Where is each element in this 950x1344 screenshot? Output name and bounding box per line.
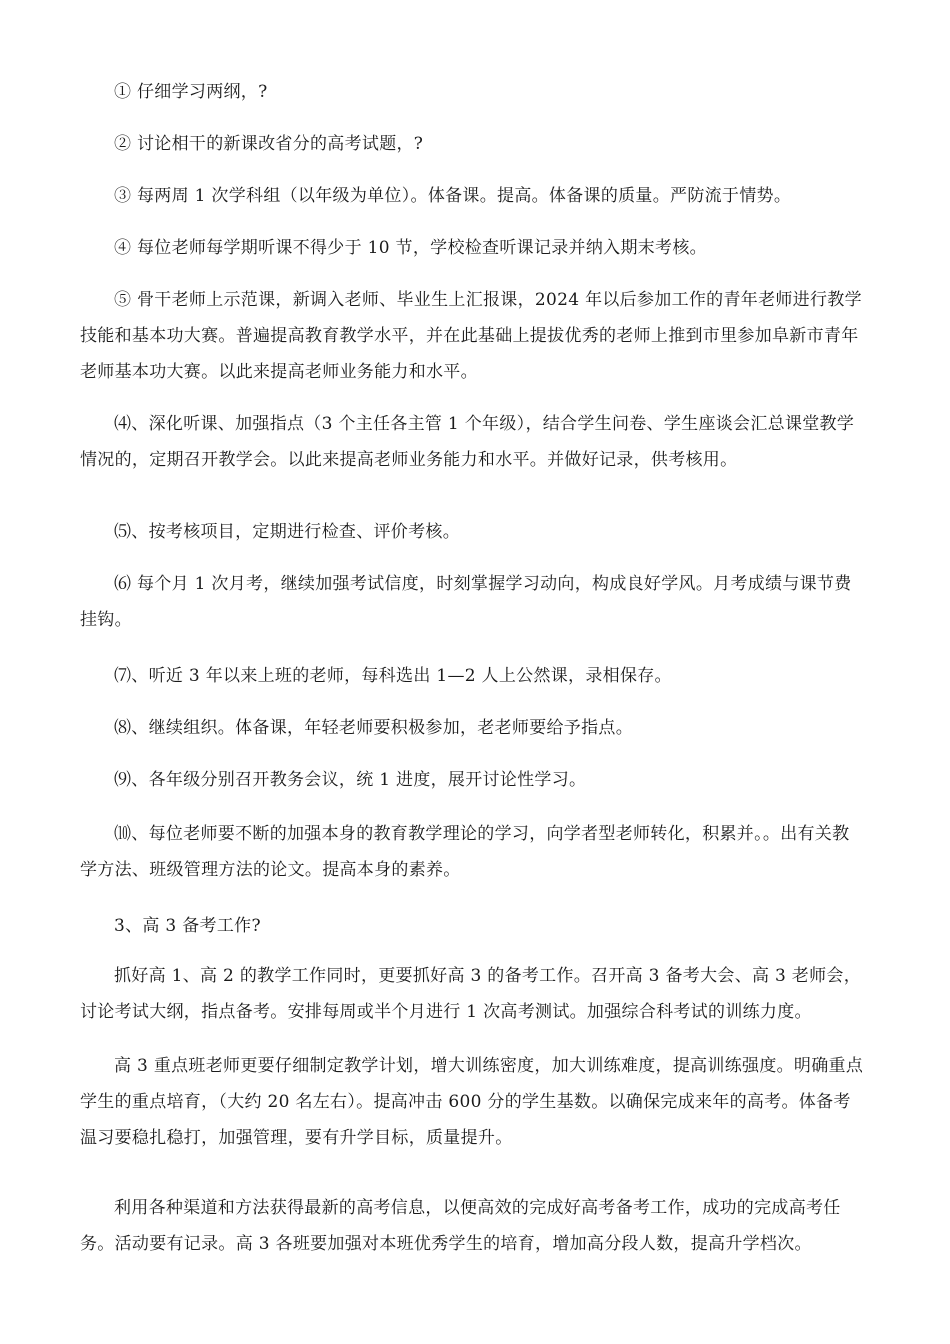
paragraph-item-8-paren: ⑻、继续组织。体备课，年轻老师要积极参加，老老师要给予指点。	[114, 718, 633, 738]
paragraph-item-10-paren: ⑽、每位老师要不断的加强本身的教育教学理论的学习，向学者型老师转化，积累并。。出有关教学方法、班级管理方法的论文。提高本身的素养。	[80, 824, 850, 880]
paragraph-item-2: ② 讨论相干的新课改省分的高考试题，?	[114, 134, 424, 154]
paragraph-item-6-paren: ⑹ 每个月 1 次月考，继续加强考试信度，时刻掌握学习动向，构成良好学风。月考成绩与课节费挂钩。	[80, 574, 852, 630]
paragraph-item-7-paren: ⑺、听近 3 年以来上班的老师，每科选出 1—2 人上公然课，录相保存。	[114, 666, 672, 686]
paragraph-item-4: ④ 每位老师每学期听课不得少于 10 节，学校检查听课记录并纳入期末考核。	[114, 238, 707, 258]
body-paragraph-2: 高 3 重点班老师更要仔细制定教学计划，增大训练密度，加大训练难度，提高训练强度。明确重点学生的重点培育，（大约 20 名左右）。提高冲击 600 分的学生基数。以确保完成来年的高考。体备考温习要稳扎稳打，加强管理，要有升学目标，质量提升。	[80, 1056, 864, 1148]
paragraph-item-5: ⑤ 骨干老师上示范课，新调入老师、毕业生上汇报课，2024 年以后参加工作的青年老师进行教学技能和基本功大赛。普遍提高教育教学水平，并在此基础上提拔优秀的老师上推到市里参加阜新市青年老师基本功大赛。以此来提高老师业务能力和水平。	[80, 290, 862, 382]
paragraph-item-3: ③ 每两周 1 次学科组（以年级为单位）。体备课。提高。体备课的质量。严防流于情势。	[114, 186, 792, 206]
paragraph-item-5-paren: ⑸、按考核项目，定期进行检查、评价考核。	[114, 522, 460, 542]
paragraph-item-9-paren: ⑼、各年级分别召开教务会议，统 1 进度，展开讨论性学习。	[114, 770, 587, 790]
section-heading: 3、高 3 备考工作?	[114, 916, 261, 936]
paragraph-item-4-paren: ⑷、深化听课、加强指点（3 个主任各主管 1 个年级），结合学生问卷、学生座谈会汇总课堂教学情况的，定期召开教学会。以此来提高老师业务能力和水平。并做好记录，供考核用。	[80, 414, 855, 470]
body-paragraph-1: 抓好高 1、高 2 的教学工作同时，更要抓好高 3 的备考工作。召开高 3 备考大会、高 3 老师会，讨论考试大纲，指点备考。安排每周或半个月进行 1 次高考测试。加强综合科考试的训练力度。	[80, 966, 862, 1022]
body-paragraph-3: 利用各种渠道和方法获得最新的高考信息，以便高效的完成好高考备考工作，成功的完成高考任务。活动要有记录。高 3 各班要加强对本班优秀学生的培育，增加高分段人数，提高升学档次。	[80, 1198, 841, 1254]
paragraph-item-1: ① 仔细学习两纲，?	[114, 82, 268, 102]
